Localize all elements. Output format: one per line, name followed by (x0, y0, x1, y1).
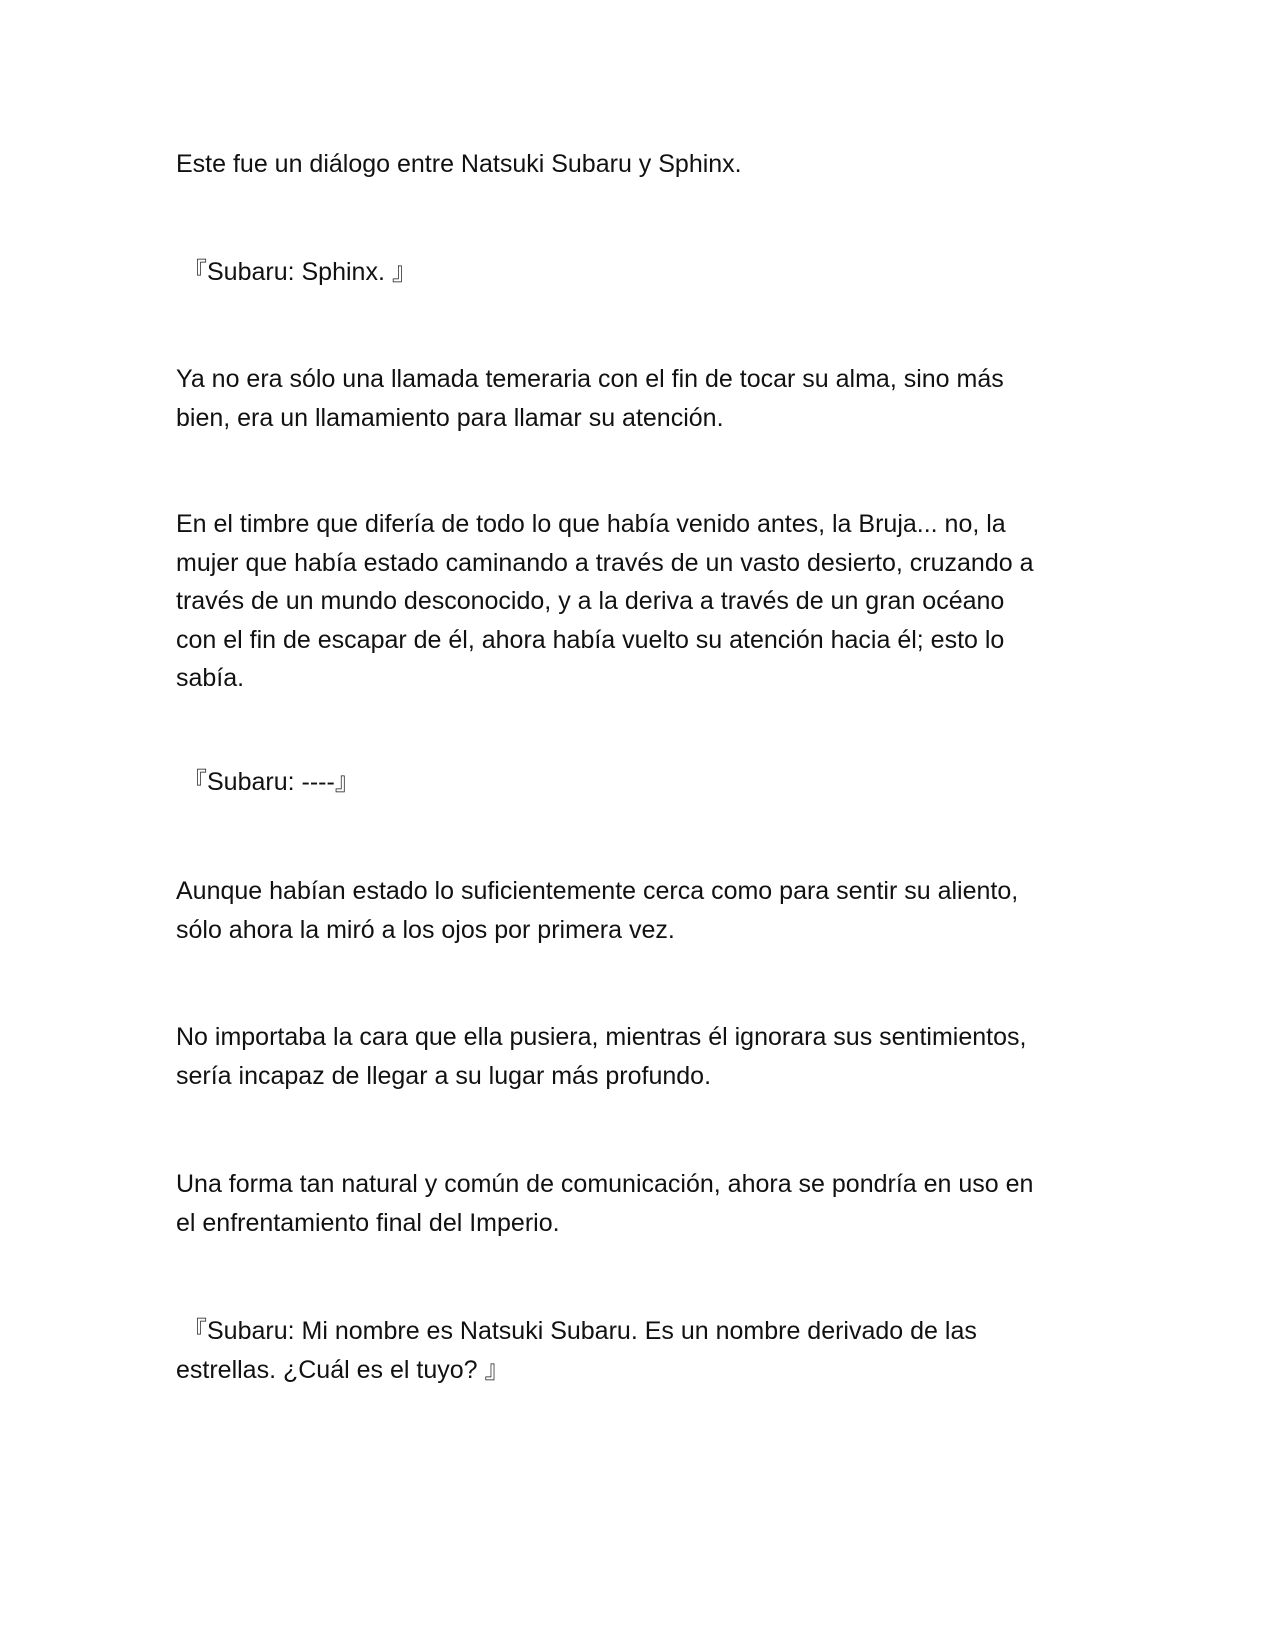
paragraph-intro (176, 145, 1096, 184)
text-line: sabía. (176, 664, 245, 692)
dialogue-subaru-dash (182, 763, 1102, 802)
text-line: 『Subaru: ----』 (182, 768, 360, 796)
text-line: Este fue un diálogo entre Natsuki Subaru y Sphinx. (176, 150, 742, 178)
dialogue-subaru-name (176, 1312, 1096, 1389)
text-line: sólo ahora la miró a los ojos por primera vez. (176, 915, 675, 944)
text-line: 『Subaru: Mi nombre es Natsuki Subaru. Es un nombre derivado de las (182, 1317, 977, 1345)
text-line: Aunque habían estado lo suficientemente cerca como para sentir su aliento, (176, 877, 1019, 905)
dialogue-subaru-sphinx (182, 253, 1102, 292)
paragraph-communication (176, 1165, 1096, 1242)
paragraph-breath (176, 872, 1096, 949)
text-line: estrellas. ¿Cuál es el tuyo? 』 (176, 1355, 510, 1384)
text-line: Ya no era sólo una llamada temeraria con el fin de tocar su alma, sino más (176, 365, 1004, 393)
text-line: el enfrentamiento final del Imperio. (176, 1208, 560, 1237)
paragraph-call (176, 360, 1096, 437)
text-line: 『Subaru: Sphinx. 』 (182, 258, 417, 286)
paragraph-face (176, 1018, 1096, 1095)
text-line: con el fin de escapar de él, ahora había vuelto su atención hacia él; esto lo (176, 625, 1005, 654)
text-line: bien, era un llamamiento para llamar su atención. (176, 403, 724, 432)
text-line: No importaba la cara que ella pusiera, mientras él ignorara sus sentimientos, (176, 1023, 1027, 1051)
text-line: sería incapaz de llegar a su lugar más profundo. (176, 1061, 712, 1090)
text-line: mujer que había estado caminando a través de un vasto desierto, cruzando a (176, 548, 1034, 577)
paragraph-timbre (176, 505, 1096, 698)
text-line: través de un mundo desconocido, y a la deriva a través de un gran océano (176, 587, 1005, 615)
text-line: Una forma tan natural y común de comunicación, ahora se pondría en uso en (176, 1170, 1034, 1198)
text-line: En el timbre que difería de todo lo que había venido antes, la Bruja... no, la (176, 510, 1006, 538)
